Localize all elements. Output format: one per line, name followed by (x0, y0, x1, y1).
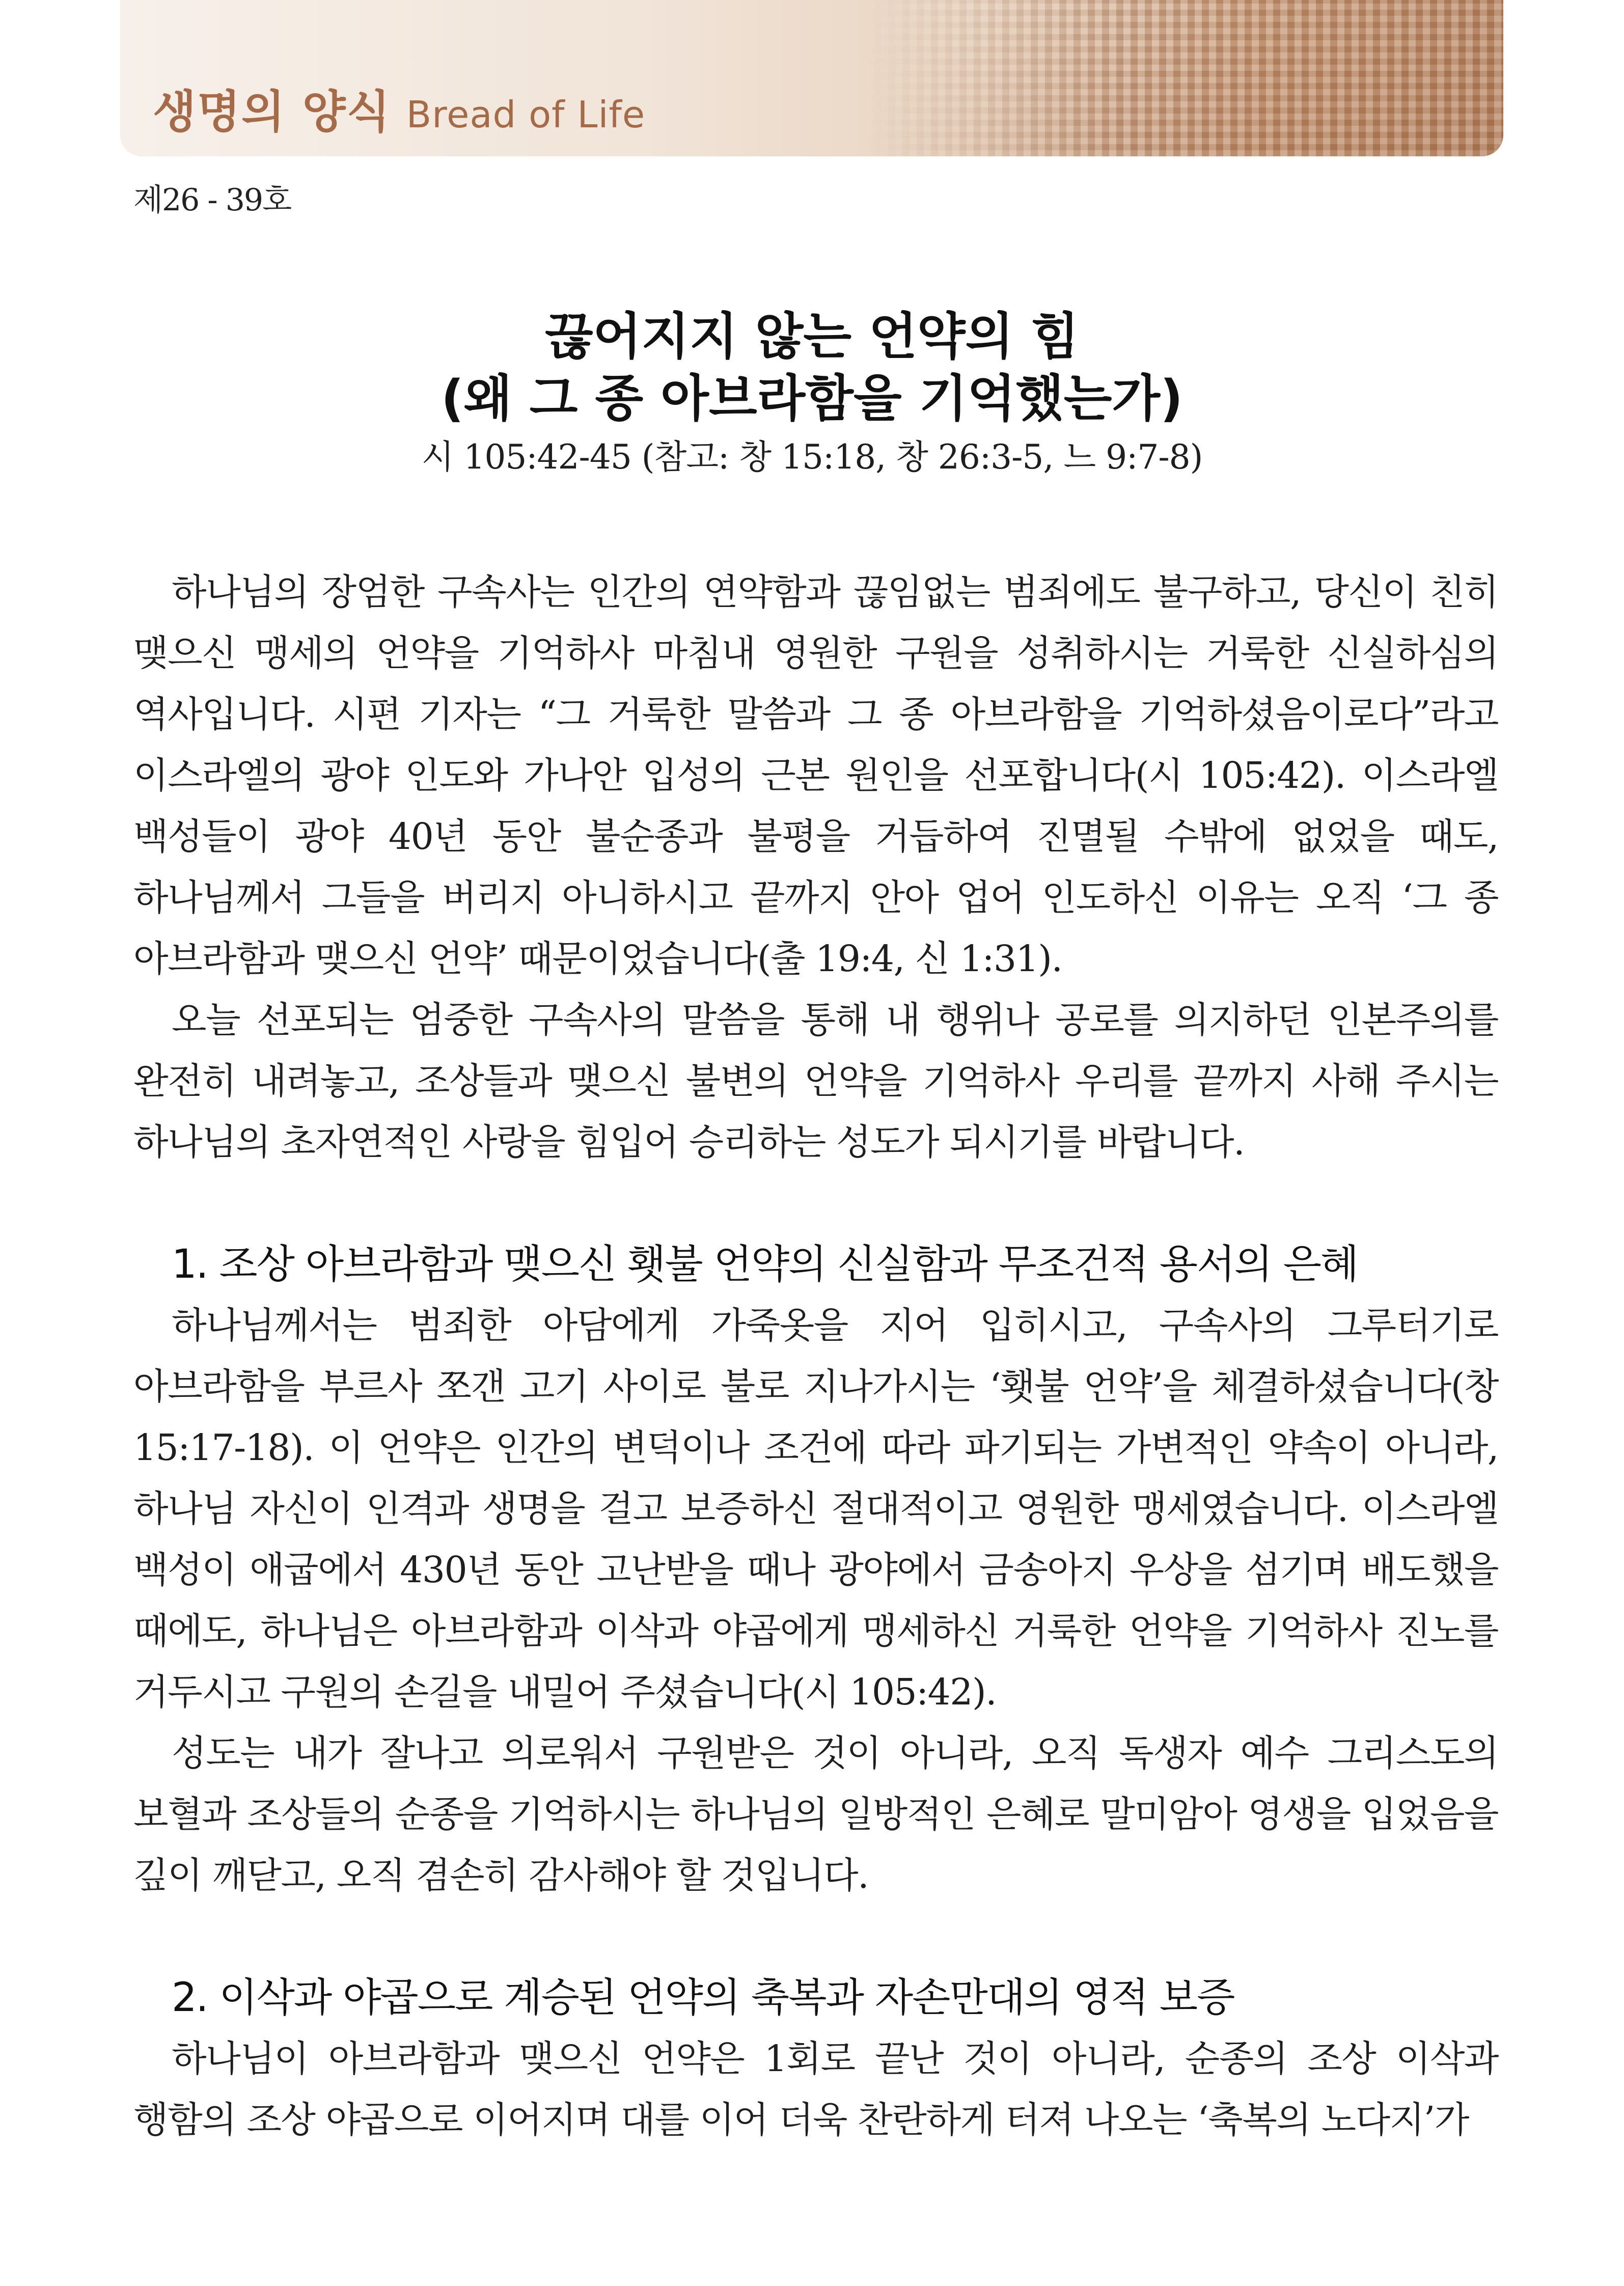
section-heading: 2. 이삭과 야곱으로 계승된 언약의 축복과 자손만대의 영적 보증 (172, 1975, 1234, 2021)
sermon-body (133, 562, 1498, 2151)
brand (153, 76, 646, 138)
sermon-title: 끊어지지 않는 언약의 힘 (544, 308, 1080, 366)
intro-paragraph: 하나님의 장엄한 구속사는 인간의 연약함과 끊임없는 범죄에도 불구하고, 당신이 친히 맺으신 맹세의 언약을 기억하사 마침내 영원한 구원을 성취하시는 거룩한 신실하심의 역사입니다. 시편 기자는 “그 거룩한 말씀과 그 종 아브라함을 기억하셨음이로다”라고 이스라엘의 광야 인도와 가나안 입성의 근본 원인을 선포합니다(시 105:42). 이스라엘 백성들이 광야 40년 동안 불순종과 불평을 거듭하여 진멸될 수밖에 없었을 때도, 하나님께서 그들을 버리지 아니하시고 끝까지 안아 업어 인도하신 이유는 오직 ‘그 종 아브라함과 맺으신 언약’ 때문이었습니다(출 19:4, 신 1:31). (133, 571, 1498, 980)
stadium-photo (867, 0, 1503, 156)
section-paragraph: 하나님이 아브라함과 맺으신 언약은 1회로 끝난 것이 아니라, 순종의 조상 이삭과 행함의 조상 야곱으로 이어지며 대를 이어 더욱 찬란하게 터져 나오는 ‘축복의 노다지’가 (133, 2037, 1498, 2141)
intro-paragraph: 오늘 선포되는 엄중한 구속사의 말씀을 통해 내 행위나 공로를 의지하던 인본주의를 완전히 내려놓고, 조상들과 맺으신 불변의 언약을 기억하사 우리를 끝까지 사해 주시는 하나님의 초자연적인 사랑을 힘입어 승리하는 성도가 되시기를 바랍니다. (133, 999, 1498, 1163)
sermon-title-block (153, 306, 1471, 482)
issue-number: 제26 - 39호 (133, 182, 291, 218)
section-heading: 1. 조상 아브라함과 맺으신 횃불 언약의 신실함과 무조건적 용서의 은혜 (172, 1242, 1358, 1287)
brand-title-en: Bread of Life (406, 93, 646, 136)
brand-title-ko: 생명의 양식 (153, 86, 391, 138)
sermon-subtitle: (왜 그 종 아브라함을 기억했는가) (441, 370, 1183, 428)
scripture-reference: 시 105:42-45 (참고: 창 15:18, 창 26:3-5, 느 9:7-8) (421, 437, 1203, 477)
section-paragraph: 하나님께서는 범죄한 아담에게 가죽옷을 지어 입히시고, 구속사의 그루터기로 아브라함을 부르사 쪼갠 고기 사이로 불로 지나가시는 ‘횃불 언약’을 체결하셨습니다(창 15:17-18). 이 언약은 인간의 변덕이나 조건에 따라 파기되는 가변적인 약속이 아니라, 하나님 자신이 인격과 생명을 걸고 보증하신 절대적이고 영원한 맹세였습니다. 이스라엘 백성이 애굽에서 430년 동안 고난받을 때나 광야에서 금송아지 우상을 섬기며 배도했을 때에도, 하나님은 아브라함과 이삭과 야곱에게 맹세하신 거룩한 언약을 기억하사 진노를 거두시고 구원의 손길을 내밀어 주셨습니다(시 105:42). (133, 1304, 1498, 1713)
section-paragraph: 성도는 내가 잘나고 의로워서 구원받은 것이 아니라, 오직 독생자 예수 그리스도의 보혈과 조상들의 순종을 기억하시는 하나님의 일방적인 은혜로 말미암아 영생을 입었음을 깊이 깨닫고, 오직 겸손히 감사해야 할 것입니다. (133, 1732, 1498, 1896)
